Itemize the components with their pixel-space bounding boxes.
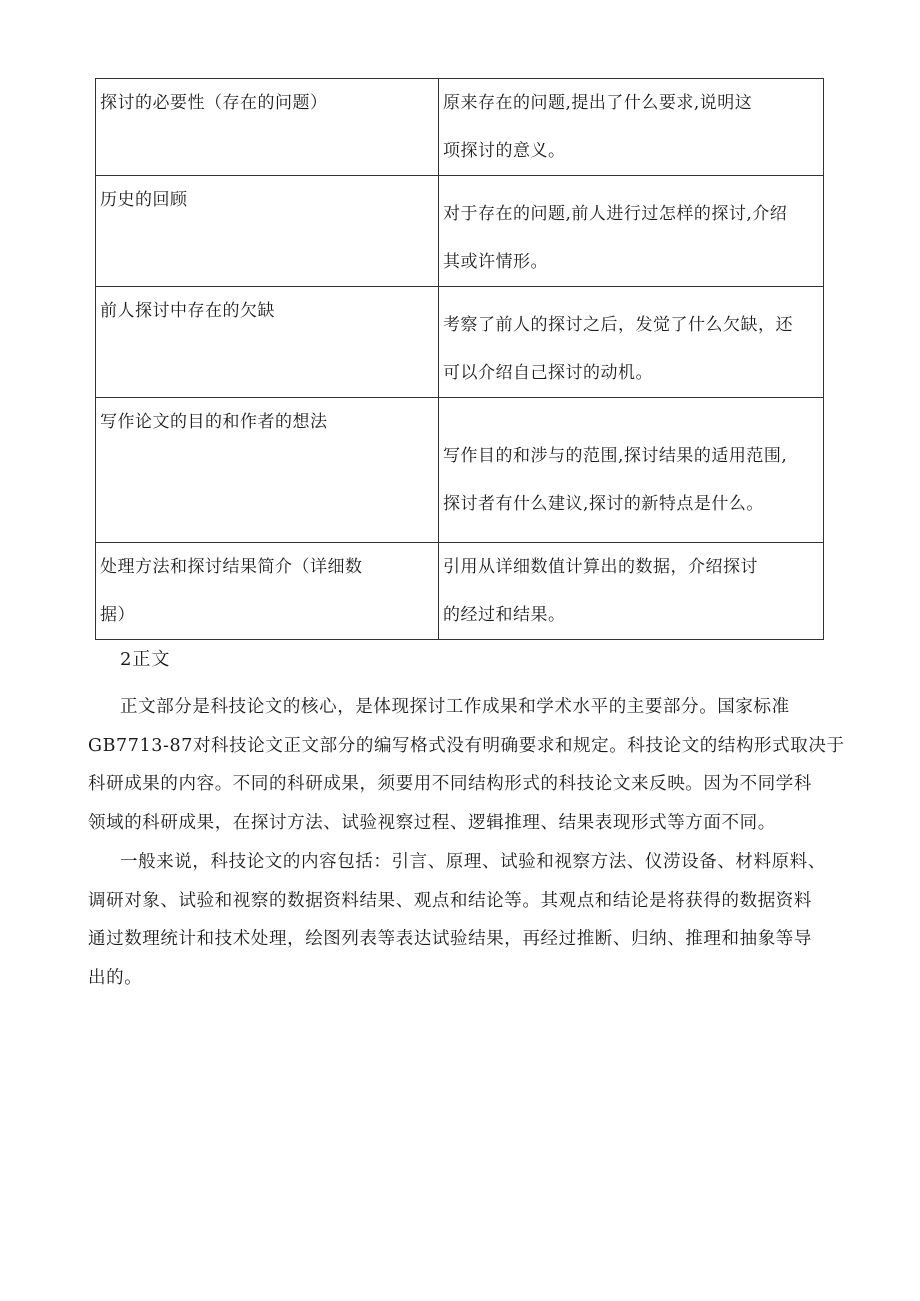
table-cell-topic [96,287,439,398]
cell-text: 历史的回顾 [100,190,188,210]
table-cell-description [439,79,824,176]
cell-text: 探讨者有什么建议,探讨的新特点是什么。 [443,494,764,514]
table-row [96,543,824,640]
body-paragraph [88,843,840,997]
cell-text: 写作目的和涉与的范围,探讨结果的适用范围, [443,446,788,466]
cell-text: 前人探讨中存在的欠缺 [100,301,275,321]
cell-text: 据） [100,605,135,625]
table-cell-description [439,176,824,287]
cell-text: 引用从详细数值计算出的数据，介绍探讨 [443,557,758,577]
cell-spacer [443,398,819,432]
paragraph-line: 领域的科研成果，在探讨方法、试验视察过程、逻辑推理、结果表现形式等方面不同。 [88,812,776,833]
table-cell-description [439,543,824,640]
table-cell-description [439,398,824,543]
section-heading: 2正文 [120,649,171,670]
introduction-structure-table [95,78,824,640]
table-row [96,398,824,543]
paragraph-line: 调研对象、试验和视察的数据资料结果、观点和结论等。其观点和结论是将获得的数据资料 [88,890,812,911]
paragraph-line: 通过数理统计和技术处理，绘图列表等表达试验结果，再经过推断、归纳、推理和抽象等导 [88,929,812,949]
cell-text: 项探讨的意义。 [443,141,566,161]
table-cell-description [439,287,824,398]
table-row [96,176,824,287]
table-cell-topic [96,543,439,640]
table-row [96,287,824,398]
cell-text: 的经过和结果。 [443,605,566,625]
paragraph-line: 正文部分是科技论文的核心，是体现探讨工作成果和学术水平的主要部分。国家标准 [120,697,790,717]
table-cell-topic [96,176,439,287]
cell-text: 对于存在的问题,前人进行过怎样的探讨,介绍 [443,204,788,224]
paragraph-line: 出的。 [88,967,143,988]
cell-text: 可以介绍自己探讨的动机。 [443,363,653,383]
cell-text: 处理方法和探讨结果简介（详细数 [100,557,363,577]
paragraph-line: 一般来说，科技论文的内容包括：引言、原理、试验和视察方法、仪涝设备、材料原料、 [120,852,826,872]
cell-text: 其或许情形。 [443,252,548,272]
table-cell-topic [96,79,439,176]
cell-text: 写作论文的目的和作者的想法 [100,412,328,432]
cell-text: 探讨的必要性（存在的问题） [100,93,328,113]
body-paragraph [88,688,845,842]
paragraph-line: GB7713-87对科技论文正文部分的编写格式没有明确要求和规定。科技论文的结构形式取决于 [88,735,845,756]
table-row [96,79,824,176]
paragraph-line: 科研成果的内容。不同的科研成果，须要用不同结构形式的科技论文来反映。因为不同学科 [88,774,812,794]
table-cell-topic [96,398,439,543]
cell-text: 原来存在的问题,提出了什么要求,说明这 [443,93,753,113]
cell-text: 考察了前人的探讨之后，发觉了什么欠缺，还 [443,315,793,335]
